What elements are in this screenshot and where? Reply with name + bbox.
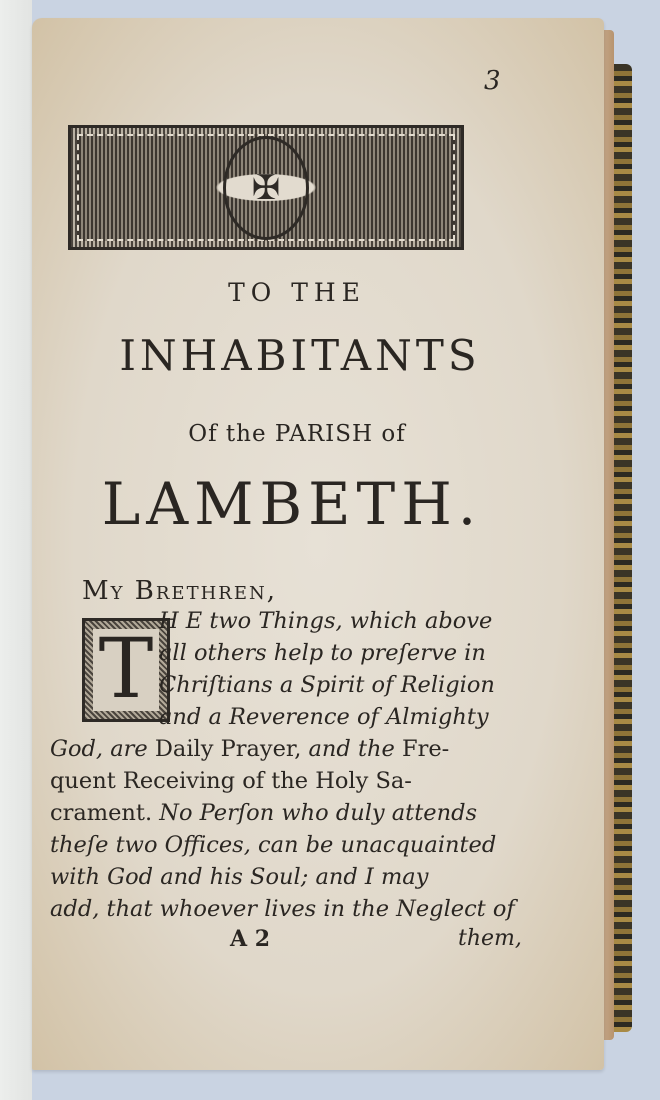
- decorated-initial: [82, 618, 170, 722]
- text-segment: Fre-: [401, 736, 450, 762]
- text-segment: all others help to preſerve in: [159, 640, 486, 666]
- text-segment: Chriſtians a Spirit of Religion: [159, 672, 495, 698]
- body-line: [159, 704, 489, 730]
- eagle-icon: ✠: [251, 167, 281, 208]
- body-line: [50, 832, 496, 858]
- body-line: [50, 768, 412, 794]
- body-line: [50, 736, 449, 762]
- book-page: [32, 18, 604, 1070]
- body-line: [50, 800, 477, 826]
- eagle-medallion-icon: [223, 136, 309, 240]
- text-segment: God, are: [50, 736, 155, 762]
- text-segment: crament.: [50, 800, 160, 826]
- catchword: them,: [458, 926, 522, 951]
- title-line-lambeth: LAMBETH.: [101, 470, 483, 538]
- text-segment: H E two Things, which above: [159, 608, 493, 634]
- title-line-inhabitants: INHABITANTS: [119, 331, 481, 380]
- text-segment: add, that whoever lives in the Neglect of: [50, 896, 515, 922]
- body-line: [159, 672, 495, 698]
- body-line: [50, 864, 428, 890]
- text-segment: theſe two Offices, can be unacquainted: [50, 832, 497, 858]
- text-segment: Daily Prayer,: [154, 736, 309, 762]
- text-segment: and the: [308, 736, 402, 762]
- woodcut-headpiece: [68, 125, 464, 250]
- text-segment: and a Reverence of Almighty: [159, 704, 489, 730]
- body-line: [159, 640, 486, 666]
- text-segment: No Perſon who duly attends: [159, 800, 478, 826]
- salutation: My Brethren,: [82, 576, 277, 606]
- page-number: 3: [484, 66, 501, 96]
- drop-cap-letter: T: [93, 629, 160, 711]
- text-segment: with God and his Soul; and I may: [50, 864, 429, 890]
- title-line-parish: Of the PARISH of: [188, 421, 406, 447]
- text-segment: quent Receiving of the Holy Sa-: [50, 768, 412, 794]
- body-line: [50, 896, 515, 922]
- title-line-to-the: TO THE: [228, 278, 366, 307]
- body-line: [159, 608, 492, 634]
- signature-mark: A 2: [230, 926, 271, 952]
- headpiece-engraving: [77, 134, 455, 241]
- adjacent-page-edge: [0, 0, 32, 1100]
